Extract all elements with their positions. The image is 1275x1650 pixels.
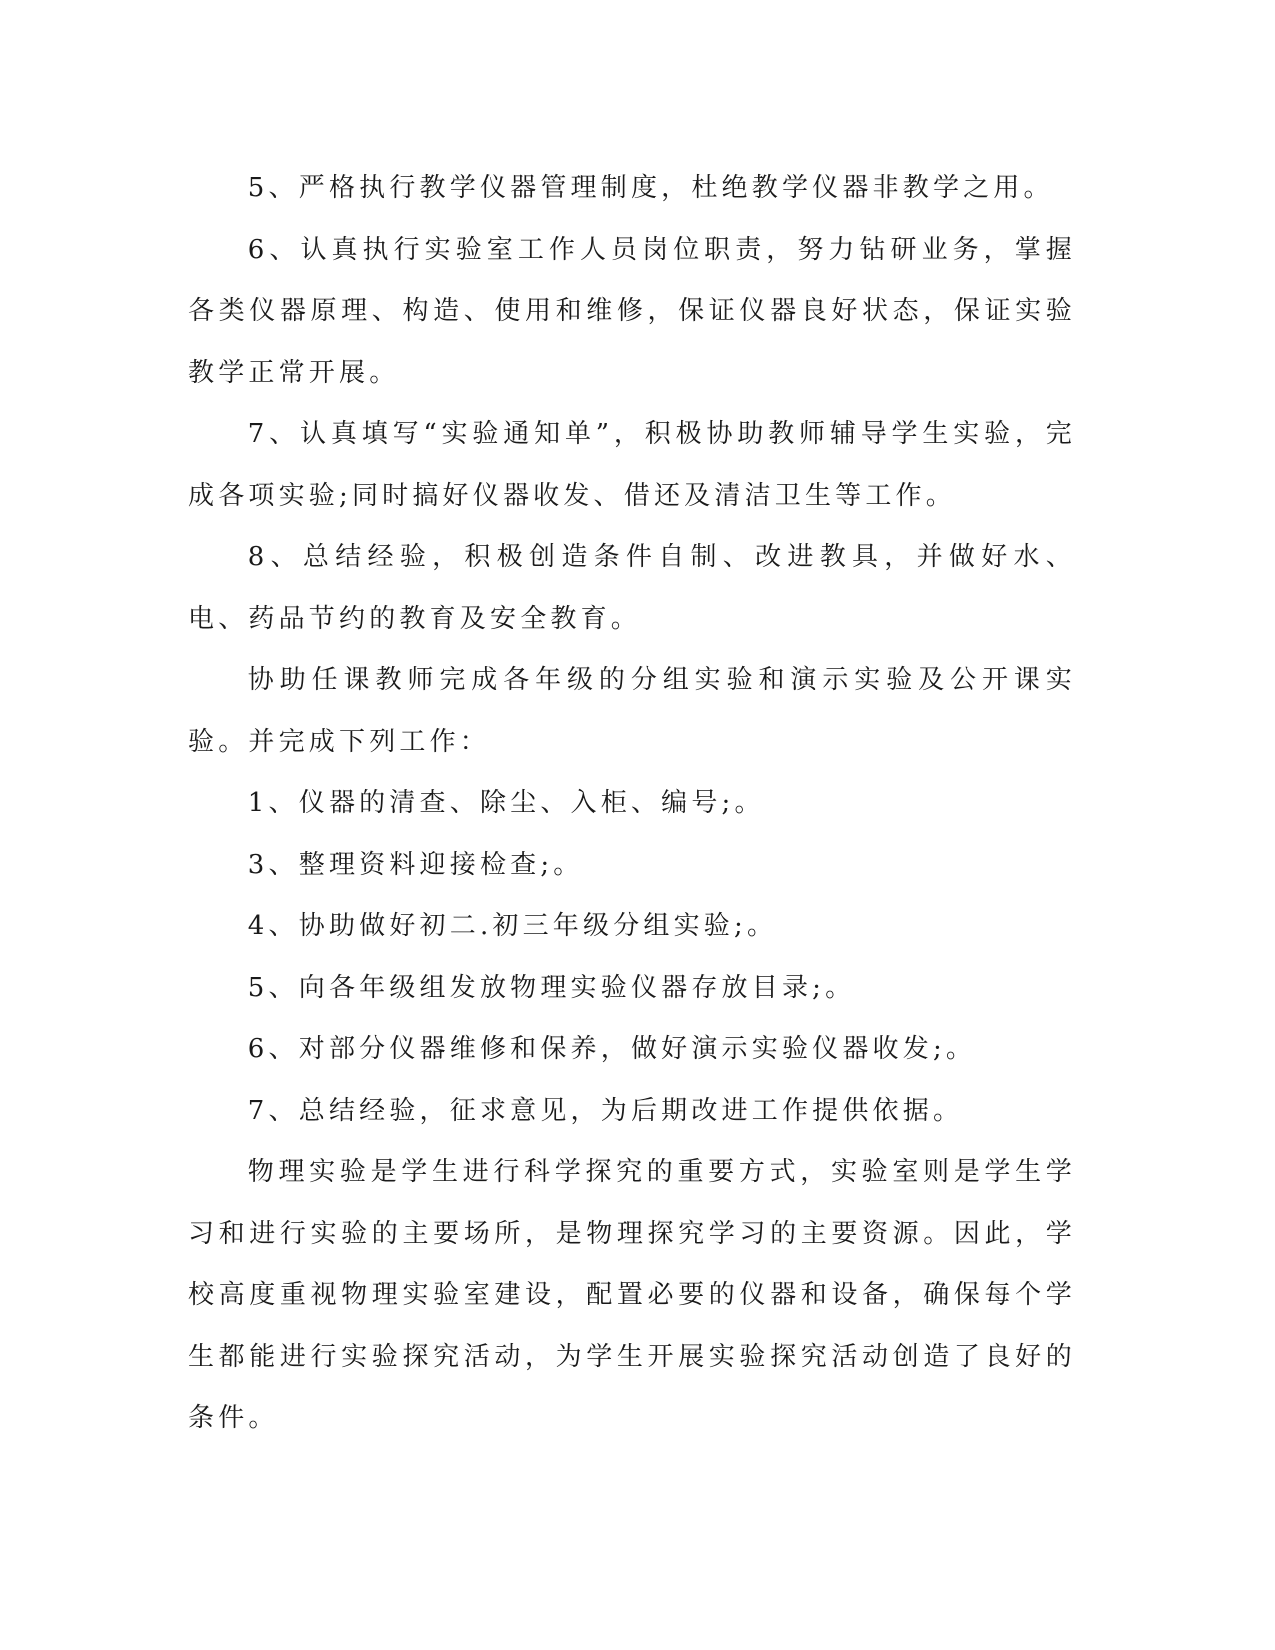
- paragraph-conclusion: 物理实验是学生进行科学探究的重要方式，实验室则是学生学习和进行实验的主要场所，是物理探究学习的主要资源。因此，学校高度重视物理实验室建设，配置必要的仪器和设备，确保每个学生都能进行实验探究活动，为学生开展实验探究活动创造了良好的条件。: [188, 1157, 1076, 1433]
- paragraph-item-5-instrument-management: 5、严格执行教学仪器管理制度，杜绝教学仪器非教学之用。: [247, 173, 1054, 203]
- paragraph-item-7-experiment-notice: 7、认真填写“实验通知单”，积极协助教师辅导学生实验，完成各项实验;同时搞好仪器收发、借还及清洁卫生等工作。: [188, 419, 1076, 511]
- paragraph-task-3: 3、整理资料迎接检查;。: [247, 849, 584, 880]
- paragraph-task-4: 4、协助做好初二.初三年级分组实验;。: [247, 911, 778, 941]
- paragraph-item-8-summary: 8、总结经验，积极创造条件自制、改进教具，并做好水、电、药品节约的教育及安全教育。: [188, 542, 1076, 634]
- paragraph-task-6: 6、对部分仪器维修和保养，做好演示实验仪器收发;。: [247, 1034, 977, 1064]
- paragraph-task-1: 1、仪器的清查、除尘、入柜、编号;。: [247, 788, 765, 818]
- paragraph-task-7: 7、总结经验，征求意见，为后期改进工作提供依据。: [247, 1095, 964, 1126]
- paragraph-task-5: 5、向各年级组发放物理实验仪器存放目录;。: [247, 972, 856, 1003]
- document-body: [188, 0, 1076, 1450]
- paragraph-item-6-staff-duties: 6、认真执行实验室工作人员岗位职责，努力钻研业务，掌握各类仪器原理、构造、使用和维修，保证仪器良好状态，保证实验教学正常开展。: [188, 234, 1076, 388]
- paragraph-assist-teachers: 协助任课教师完成各年级的分组实验和演示实验及公开课实验。并完成下列工作：: [188, 665, 1076, 757]
